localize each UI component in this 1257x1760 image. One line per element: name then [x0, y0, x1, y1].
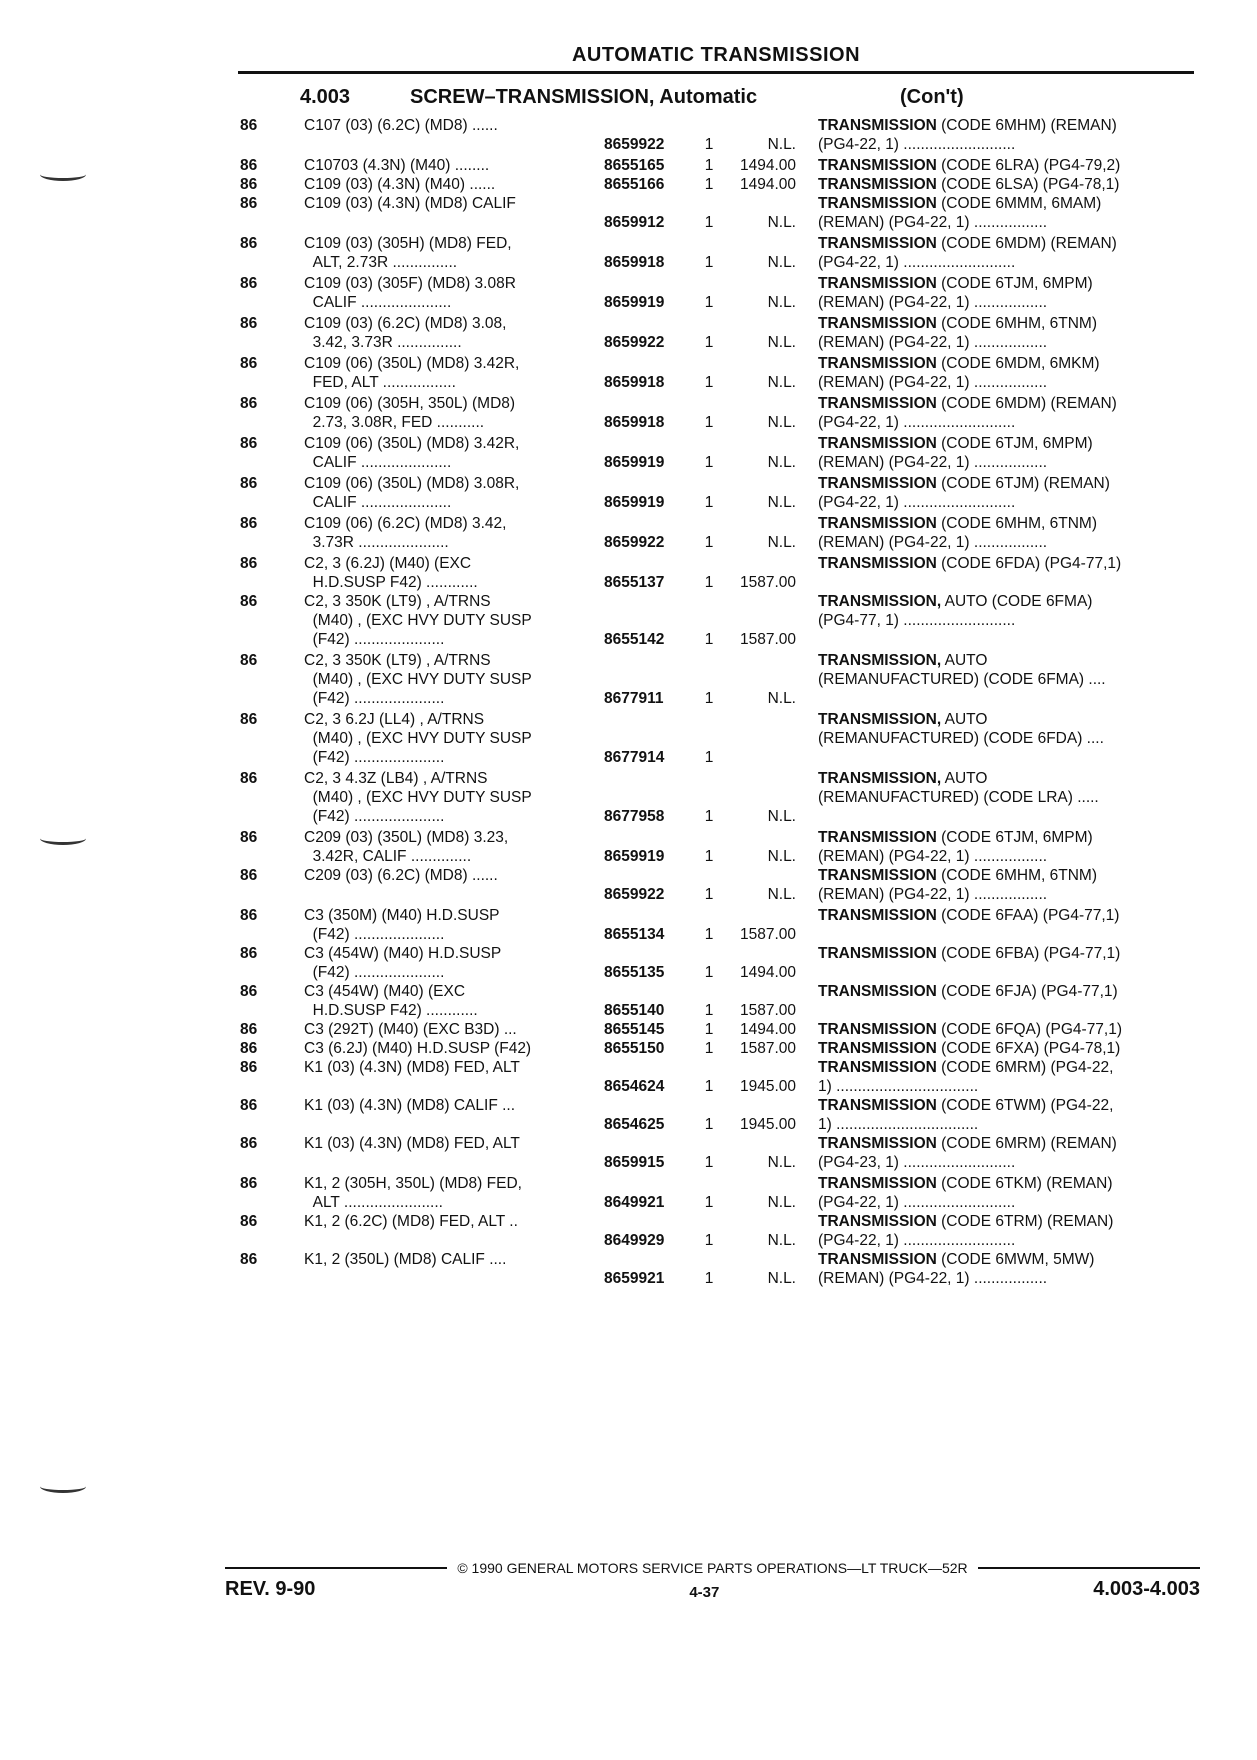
quantity: 1 [704, 374, 714, 391]
description-keyword: TRANSMISSION [818, 867, 937, 884]
quantity: 1 [704, 176, 714, 193]
group-number: 86 [240, 435, 258, 452]
description-detail: (CODE 6MHM, 6TNM) (REMAN) (PG4-22, 1) ................. [818, 315, 1098, 351]
price: N.L. [767, 886, 796, 903]
price: 1587.00 [739, 1002, 796, 1019]
description-keyword: TRANSMISSION [818, 475, 937, 492]
part-number: 8659922 [604, 136, 665, 153]
description-detail: (CODE 6TJM) (REMAN) (PG4-22, 1) .......................... [818, 475, 1110, 511]
description [818, 710, 1188, 767]
quantity: 1 [704, 1021, 714, 1038]
quantity: 1 [704, 136, 714, 153]
page-title: AUTOMATIC TRANSMISSION [238, 44, 1194, 74]
description-keyword: TRANSMISSION [818, 1040, 937, 1057]
usage-text: K1 (03) (4.3N) (MD8) CALIF ... [304, 1097, 516, 1114]
quantity: 1 [704, 749, 714, 766]
description-keyword: TRANSMISSION [818, 1251, 937, 1268]
usage-text: C109 (03) (4.3N) (MD8) CALIF [304, 195, 516, 212]
table-row [238, 234, 1198, 272]
part-number: 8677958 [604, 808, 665, 825]
usage-text: K1, 2 (350L) (MD8) CALIF .... [304, 1251, 507, 1268]
description-keyword: TRANSMISSION [818, 435, 937, 452]
usage-text: C2, 3 (6.2J) (M40) (EXC H.D.SUSP F42) ............ [304, 555, 478, 591]
description [818, 234, 1188, 272]
part-number: 8655150 [604, 1040, 665, 1057]
table-row [238, 1058, 1198, 1096]
part-number: 8655134 [604, 926, 665, 943]
description-detail: (CODE 6FDA) (PG4-77,1) [936, 555, 1122, 572]
price: N.L. [767, 334, 796, 351]
description-detail: (CODE 6MRM) (PG4-22, 1) ................................. [818, 1059, 1114, 1095]
group-number: 86 [240, 1059, 258, 1076]
price: N.L. [767, 534, 796, 551]
description [818, 1020, 1188, 1039]
description-keyword: TRANSMISSION, [818, 652, 942, 669]
description-detail: AUTO (CODE 6FMA) (PG4-77, 1) .......................... [818, 593, 1093, 629]
quantity: 1 [704, 808, 714, 825]
quantity: 1 [704, 574, 714, 591]
table-row [238, 434, 1198, 472]
usage-text: K1, 2 (6.2C) (MD8) FED, ALT .. [304, 1213, 518, 1230]
description [818, 944, 1188, 982]
usage-text: K1, 2 (305H, 350L) (MD8) FED, ALT ....................... [304, 1175, 522, 1211]
part-number: 8659919 [604, 294, 665, 311]
table-row [238, 514, 1198, 552]
part-number: 8655142 [604, 631, 665, 648]
group-number: 86 [240, 983, 258, 1000]
group-number: 86 [240, 1175, 258, 1192]
usage-text: C109 (06) (305H, 350L) (MD8) 2.73, 3.08R, FED ........... [304, 395, 516, 431]
section-number: 4.003 [300, 86, 351, 108]
description-detail: (CODE 6LSA) (PG4-78,1) [936, 176, 1120, 193]
quantity: 1 [704, 690, 714, 707]
description [818, 1250, 1188, 1288]
group-number: 86 [240, 1097, 258, 1114]
usage-text: C2, 3 4.3Z (LB4) , A/TRNS (M40) , (EXC HVY DUTY SUSP (F42) ..................... [304, 770, 532, 825]
description-keyword: TRANSMISSION [818, 945, 937, 962]
usage-text: K1 (03) (4.3N) (MD8) FED, ALT [304, 1135, 520, 1152]
price: N.L. [767, 494, 796, 511]
quantity: 1 [704, 1116, 714, 1133]
description [818, 828, 1188, 866]
description-keyword: TRANSMISSION [818, 1097, 937, 1114]
part-number: 8659912 [604, 214, 665, 231]
description-detail: (CODE 6MDM, 6MKM) (REMAN) (PG4-22, 1) ................. [818, 355, 1100, 391]
description-detail: (CODE 6MMM, 6MAM) (REMAN) (PG4-22, 1) ................. [818, 195, 1102, 231]
description-keyword: TRANSMISSION [818, 195, 937, 212]
price: N.L. [767, 1154, 796, 1171]
binder-hole-mark [40, 1480, 86, 1493]
description-detail: (CODE 6TWM) (PG4-22, 1) ................................. [818, 1097, 1114, 1133]
usage-text: C3 (350M) (M40) H.D.SUSP (F42) ..................... [304, 907, 500, 943]
description-detail: AUTO (REMANUFACTURED) (CODE LRA) ..... [818, 770, 1099, 806]
table-row [238, 554, 1198, 592]
table-row [238, 1174, 1198, 1212]
quantity: 1 [704, 1270, 714, 1287]
group-number: 86 [240, 867, 258, 884]
table-row [238, 651, 1198, 708]
group-number: 86 [240, 1040, 258, 1057]
description-keyword: TRANSMISSION [818, 1059, 937, 1076]
binder-hole-mark [40, 832, 86, 845]
part-number: 8659921 [604, 1270, 665, 1287]
section-name: SCREW–TRANSMISSION, Automatic [410, 86, 758, 108]
description-keyword: TRANSMISSION, [818, 770, 942, 787]
table-row [238, 828, 1198, 866]
description-keyword: TRANSMISSION [818, 235, 937, 252]
group-number: 86 [240, 395, 258, 412]
usage-text: C209 (03) (350L) (MD8) 3.23, 3.42R, CALIF .............. [304, 829, 509, 865]
quantity: 1 [704, 1194, 714, 1211]
usage-text: C109 (03) (305H) (MD8) FED, ALT, 2.73R ............... [304, 235, 512, 271]
quantity: 1 [704, 334, 714, 351]
description-detail: (CODE 6TJM, 6MPM) (REMAN) (PG4-22, 1) ................. [818, 435, 1093, 471]
group-number: 86 [240, 235, 258, 252]
price: 1494.00 [739, 157, 796, 174]
quantity: 1 [704, 1154, 714, 1171]
price: 1494.00 [739, 1021, 796, 1038]
description-detail: (CODE 6TRM) (REMAN) (PG4-22, 1) .......................... [818, 1213, 1114, 1249]
table-row [238, 175, 1198, 194]
part-number: 8659919 [604, 848, 665, 865]
price: N.L. [767, 1270, 796, 1287]
table-row [238, 906, 1198, 944]
description [818, 175, 1188, 194]
description-keyword: TRANSMISSION [818, 117, 937, 134]
group-number: 86 [240, 315, 258, 332]
price: 1587.00 [739, 574, 796, 591]
table-row [238, 274, 1198, 312]
price: N.L. [767, 1232, 796, 1249]
description [818, 354, 1188, 392]
description-keyword: TRANSMISSION [818, 829, 937, 846]
part-number: 8654625 [604, 1116, 665, 1133]
quantity: 1 [704, 631, 714, 648]
section-heading [300, 86, 1160, 109]
table-row [238, 592, 1198, 649]
table-row [238, 194, 1198, 232]
table-row [238, 1039, 1198, 1058]
group-number: 86 [240, 117, 258, 134]
section-continued: (Con't) [900, 86, 964, 108]
description [818, 982, 1188, 1020]
price: 1945.00 [739, 1078, 796, 1095]
usage-text: C109 (06) (350L) (MD8) 3.08R, CALIF ..................... [304, 475, 520, 511]
group-number: 86 [240, 652, 258, 669]
price: N.L. [767, 136, 796, 153]
description-keyword: TRANSMISSION [818, 515, 937, 532]
description-keyword: TRANSMISSION [818, 1175, 937, 1192]
group-number: 86 [240, 770, 258, 787]
description-detail: (CODE 6MHM, 6TNM) (REMAN) (PG4-22, 1) ................. [818, 515, 1098, 551]
description-keyword: TRANSMISSION [818, 983, 937, 1000]
description-detail: (CODE 6MDM) (REMAN) (PG4-22, 1) .......................... [818, 395, 1117, 431]
part-number: 8655140 [604, 1002, 665, 1019]
group-number: 86 [240, 475, 258, 492]
part-number: 8655145 [604, 1021, 665, 1038]
revision-label: REV. 9-90 [225, 1578, 316, 1600]
table-row [238, 1096, 1198, 1134]
group-number: 86 [240, 1135, 258, 1152]
quantity: 1 [704, 454, 714, 471]
group-number: 86 [240, 711, 258, 728]
description-keyword: TRANSMISSION [818, 1135, 937, 1152]
description [818, 866, 1188, 904]
part-number: 8659922 [604, 334, 665, 351]
price: 1587.00 [739, 926, 796, 943]
group-number: 86 [240, 593, 258, 610]
description-detail: (CODE 6TJM, 6MPM) (REMAN) (PG4-22, 1) ................. [818, 275, 1093, 311]
part-number: 8659919 [604, 454, 665, 471]
table-row [238, 866, 1198, 904]
table-row [238, 474, 1198, 512]
description-detail: AUTO (REMANUFACTURED) (CODE 6FDA) .... [818, 711, 1104, 747]
description-detail: (CODE 6MHM) (REMAN) (PG4-22, 1) .......................... [818, 117, 1117, 153]
description-detail: (CODE 6FXA) (PG4-78,1) [936, 1040, 1121, 1057]
table-row [238, 982, 1198, 1020]
description-detail: (CODE 6MWM, 5MW) (REMAN) (PG4-22, 1) ................. [818, 1251, 1095, 1287]
part-number: 8655137 [604, 574, 665, 591]
usage-text: C109 (06) (350L) (MD8) 3.42R, FED, ALT ................. [304, 355, 520, 391]
description [818, 116, 1188, 154]
quantity: 1 [704, 886, 714, 903]
group-number: 86 [240, 275, 258, 292]
usage-text: K1 (03) (4.3N) (MD8) FED, ALT [304, 1059, 520, 1076]
part-number: 8659919 [604, 494, 665, 511]
part-number: 8659915 [604, 1154, 665, 1171]
description-keyword: TRANSMISSION [818, 907, 937, 924]
description [818, 1212, 1188, 1250]
description-keyword: TRANSMISSION [818, 1213, 937, 1230]
part-number: 8677914 [604, 749, 665, 766]
usage-text: C2, 3 350K (LT9) , A/TRNS (M40) , (EXC HVY DUTY SUSP (F42) ..................... [304, 652, 532, 707]
description [818, 1174, 1188, 1212]
part-number: 8659918 [604, 254, 665, 271]
price: 1587.00 [739, 631, 796, 648]
usage-text: C109 (06) (350L) (MD8) 3.42R, CALIF ..................... [304, 435, 520, 471]
price: N.L. [767, 254, 796, 271]
quantity: 1 [704, 848, 714, 865]
description [818, 194, 1188, 232]
description [818, 434, 1188, 472]
description [818, 592, 1188, 649]
description-detail: (CODE 6FBA) (PG4-77,1) [936, 945, 1121, 962]
quantity: 1 [704, 294, 714, 311]
price: 1494.00 [739, 176, 796, 193]
price: N.L. [767, 808, 796, 825]
description-detail: AUTO (REMANUFACTURED) (CODE 6FMA) .... [818, 652, 1106, 688]
description-keyword: TRANSMISSION, [818, 711, 942, 728]
usage-text: C107 (03) (6.2C) (MD8) ...... [304, 117, 498, 134]
quantity: 1 [704, 254, 714, 271]
price: N.L. [767, 374, 796, 391]
usage-text: C3 (454W) (M40) H.D.SUSP (F42) ..................... [304, 945, 502, 981]
description [818, 394, 1188, 432]
part-number: 8659922 [604, 886, 665, 903]
part-number: 8677911 [604, 690, 664, 707]
usage-text: C2, 3 6.2J (LL4) , A/TRNS (M40) , (EXC HVY DUTY SUSP (F42) ..................... [304, 711, 532, 766]
quantity: 1 [704, 1002, 714, 1019]
usage-text: C2, 3 350K (LT9) , A/TRNS (M40) , (EXC HVY DUTY SUSP (F42) ..................... [304, 593, 532, 648]
price: N.L. [767, 294, 796, 311]
quantity: 1 [704, 1078, 714, 1095]
table-row [238, 1250, 1198, 1288]
description-keyword: TRANSMISSION [818, 355, 937, 372]
table-row [238, 314, 1198, 352]
part-number: 8654624 [604, 1078, 665, 1095]
part-number: 8655165 [604, 157, 665, 174]
group-number: 86 [240, 1021, 258, 1038]
part-number: 8649929 [604, 1232, 665, 1249]
description-detail: (CODE 6MHM, 6TNM) (REMAN) (PG4-22, 1) ................. [818, 867, 1098, 903]
description [818, 651, 1188, 708]
footer-copyright: © 1990 GENERAL MOTORS SERVICE PARTS OPERATIONS—LT TRUCK—52R [457, 1560, 968, 1576]
description [818, 474, 1188, 512]
description-detail: (CODE 6TJM, 6MPM) (REMAN) (PG4-22, 1) ................. [818, 829, 1093, 865]
price: 1494.00 [739, 964, 796, 981]
group-number: 86 [240, 515, 258, 532]
description-keyword: TRANSMISSION [818, 275, 937, 292]
description-detail: (CODE 6FAA) (PG4-77,1) [936, 907, 1120, 924]
description [818, 1096, 1188, 1134]
table-row [238, 354, 1198, 392]
usage-text: C3 (454W) (M40) (EXC H.D.SUSP F42) ............ [304, 983, 478, 1019]
quantity: 1 [704, 926, 714, 943]
description-keyword: TRANSMISSION [818, 176, 937, 193]
description [818, 906, 1188, 944]
description-keyword: TRANSMISSION [818, 157, 937, 174]
description-detail: (CODE 6LRA) (PG4-79,2) [936, 157, 1121, 174]
price: N.L. [767, 690, 796, 707]
table-row [238, 156, 1198, 175]
description-detail: (CODE 6MRM) (REMAN) (PG4-23, 1) .......................... [818, 1135, 1117, 1171]
description [818, 514, 1188, 552]
part-number: 8659922 [604, 534, 665, 551]
description [818, 1134, 1188, 1172]
description-detail: (CODE 6TKM) (REMAN) (PG4-22, 1) .......................... [818, 1175, 1113, 1211]
quantity: 1 [704, 494, 714, 511]
usage-text: C209 (03) (6.2C) (MD8) ...... [304, 867, 498, 884]
usage-text: C109 (03) (4.3N) (M40) ...... [304, 176, 496, 193]
footer-rule [225, 1567, 447, 1569]
group-number: 86 [240, 1213, 258, 1230]
description-keyword: TRANSMISSION [818, 395, 937, 412]
price: 1945.00 [739, 1116, 796, 1133]
price: N.L. [767, 214, 796, 231]
price: N.L. [767, 454, 796, 471]
table-row [238, 944, 1198, 982]
description-keyword: TRANSMISSION [818, 315, 937, 332]
group-number: 86 [240, 1251, 258, 1268]
description-detail: (CODE 6MDM) (REMAN) (PG4-22, 1) .......................... [818, 235, 1117, 271]
parts-table [238, 116, 1198, 1288]
quantity: 1 [704, 964, 714, 981]
quantity: 1 [704, 157, 714, 174]
page-header [238, 44, 1194, 74]
usage-text: C109 (03) (305F) (MD8) 3.08R CALIF ..................... [304, 275, 516, 311]
price: N.L. [767, 848, 796, 865]
part-number: 8659918 [604, 374, 665, 391]
table-row [238, 116, 1198, 154]
group-number: 86 [240, 195, 258, 212]
group-number: 86 [240, 945, 258, 962]
table-row [238, 394, 1198, 432]
quantity: 1 [704, 414, 714, 431]
price: N.L. [767, 1194, 796, 1211]
usage-text: C109 (03) (6.2C) (MD8) 3.08, 3.42, 3.73R ............... [304, 315, 507, 351]
description [818, 274, 1188, 312]
description-keyword: TRANSMISSION [818, 555, 937, 572]
group-number: 86 [240, 907, 258, 924]
description-keyword: TRANSMISSION [818, 1021, 937, 1038]
table-row [238, 1134, 1198, 1172]
description-detail: (CODE 6FQA) (PG4-77,1) [936, 1021, 1123, 1038]
usage-text: C3 (292T) (M40) (EXC B3D) ... [304, 1021, 517, 1038]
footer-rule [978, 1567, 1200, 1569]
description [818, 769, 1188, 826]
usage-text: C3 (6.2J) (M40) H.D.SUSP (F42) [304, 1040, 532, 1057]
table-row [238, 769, 1198, 826]
group-number: 86 [240, 355, 258, 372]
usage-text: C109 (06) (6.2C) (MD8) 3.42, 3.73R ..................... [304, 515, 507, 551]
quantity: 1 [704, 1232, 714, 1249]
description [818, 1039, 1188, 1058]
group-number: 86 [240, 176, 258, 193]
table-row [238, 1212, 1198, 1250]
table-row [238, 710, 1198, 767]
usage-text: C10703 (4.3N) (M40) ........ [304, 157, 490, 174]
price: 1587.00 [739, 1040, 796, 1057]
description-keyword: TRANSMISSION, [818, 593, 942, 610]
quantity: 1 [704, 534, 714, 551]
group-number: 86 [240, 157, 258, 174]
description [818, 1058, 1188, 1096]
group-number: 86 [240, 555, 258, 572]
description-detail: (CODE 6FJA) (PG4-77,1) [936, 983, 1118, 1000]
table-row [238, 1020, 1198, 1039]
part-number: 8659918 [604, 414, 665, 431]
price: N.L. [767, 414, 796, 431]
page-footer [225, 1560, 1200, 1601]
description [818, 314, 1188, 352]
part-number: 8655135 [604, 964, 665, 981]
quantity: 1 [704, 214, 714, 231]
description [818, 554, 1188, 592]
part-number: 8655166 [604, 176, 665, 193]
part-number: 8649921 [604, 1194, 665, 1211]
group-number: 86 [240, 829, 258, 846]
description [818, 156, 1188, 175]
page-number: 4-37 [689, 1584, 720, 1601]
section-range: 4.003-4.003 [1093, 1578, 1200, 1600]
quantity: 1 [704, 1040, 714, 1057]
binder-hole-mark [40, 168, 86, 181]
price [724, 710, 818, 767]
